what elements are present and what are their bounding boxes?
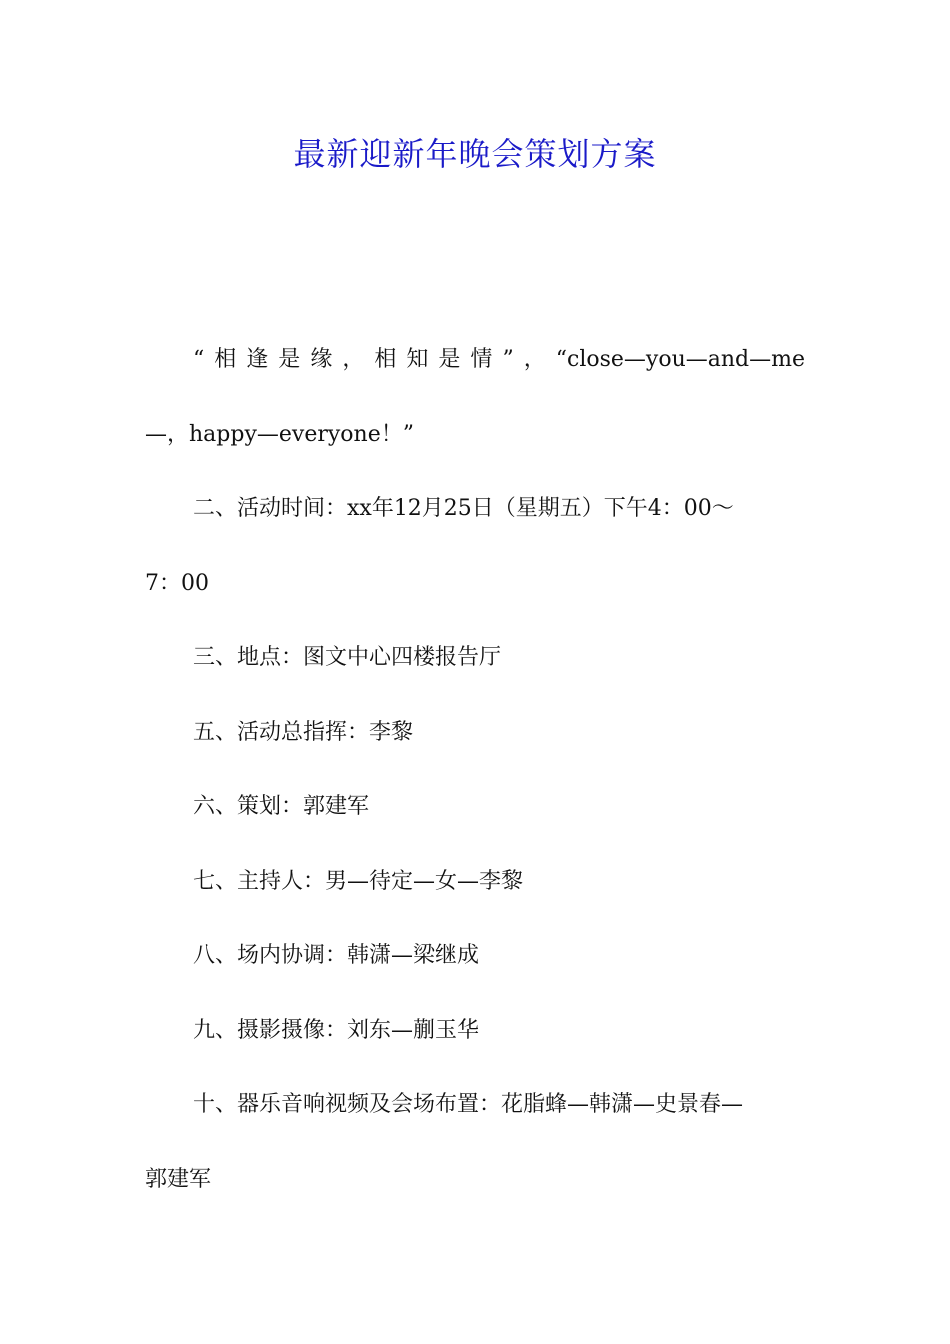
paragraph-9-line-2: 郭建军 (145, 1167, 212, 1192)
paragraph-9-line-1: 十、器乐音响视频及会场布置：花脂蜂—韩潇—史景春— (193, 1092, 744, 1117)
paragraph-2-line-2: 7：00 (145, 571, 209, 596)
paragraph-6: 七、主持人：男—待定—女—李黎 (193, 869, 524, 894)
document-title: 最新迎新年晚会策划方案 (293, 135, 657, 173)
paragraph-8: 九、摄影摄像：刘东—蒯玉华 (193, 1018, 480, 1043)
paragraph-1-line-1: “相逢是缘，相知是情”，“close—you—and—me (193, 347, 805, 372)
paragraph-7: 八、场内协调：韩潇—梁继成 (193, 943, 480, 968)
paragraph-2-line-1: 二、活动时间：xx年12月25日（星期五）下午4：00～ (193, 496, 734, 521)
paragraph-3: 三、地点：图文中心四楼报告厅 (193, 645, 502, 670)
paragraph-4: 五、活动总指挥：李黎 (193, 720, 414, 745)
paragraph-1-line-2: —，happy—everyone！” (145, 422, 414, 447)
paragraph-5: 六、策划：郭建军 (193, 794, 370, 819)
